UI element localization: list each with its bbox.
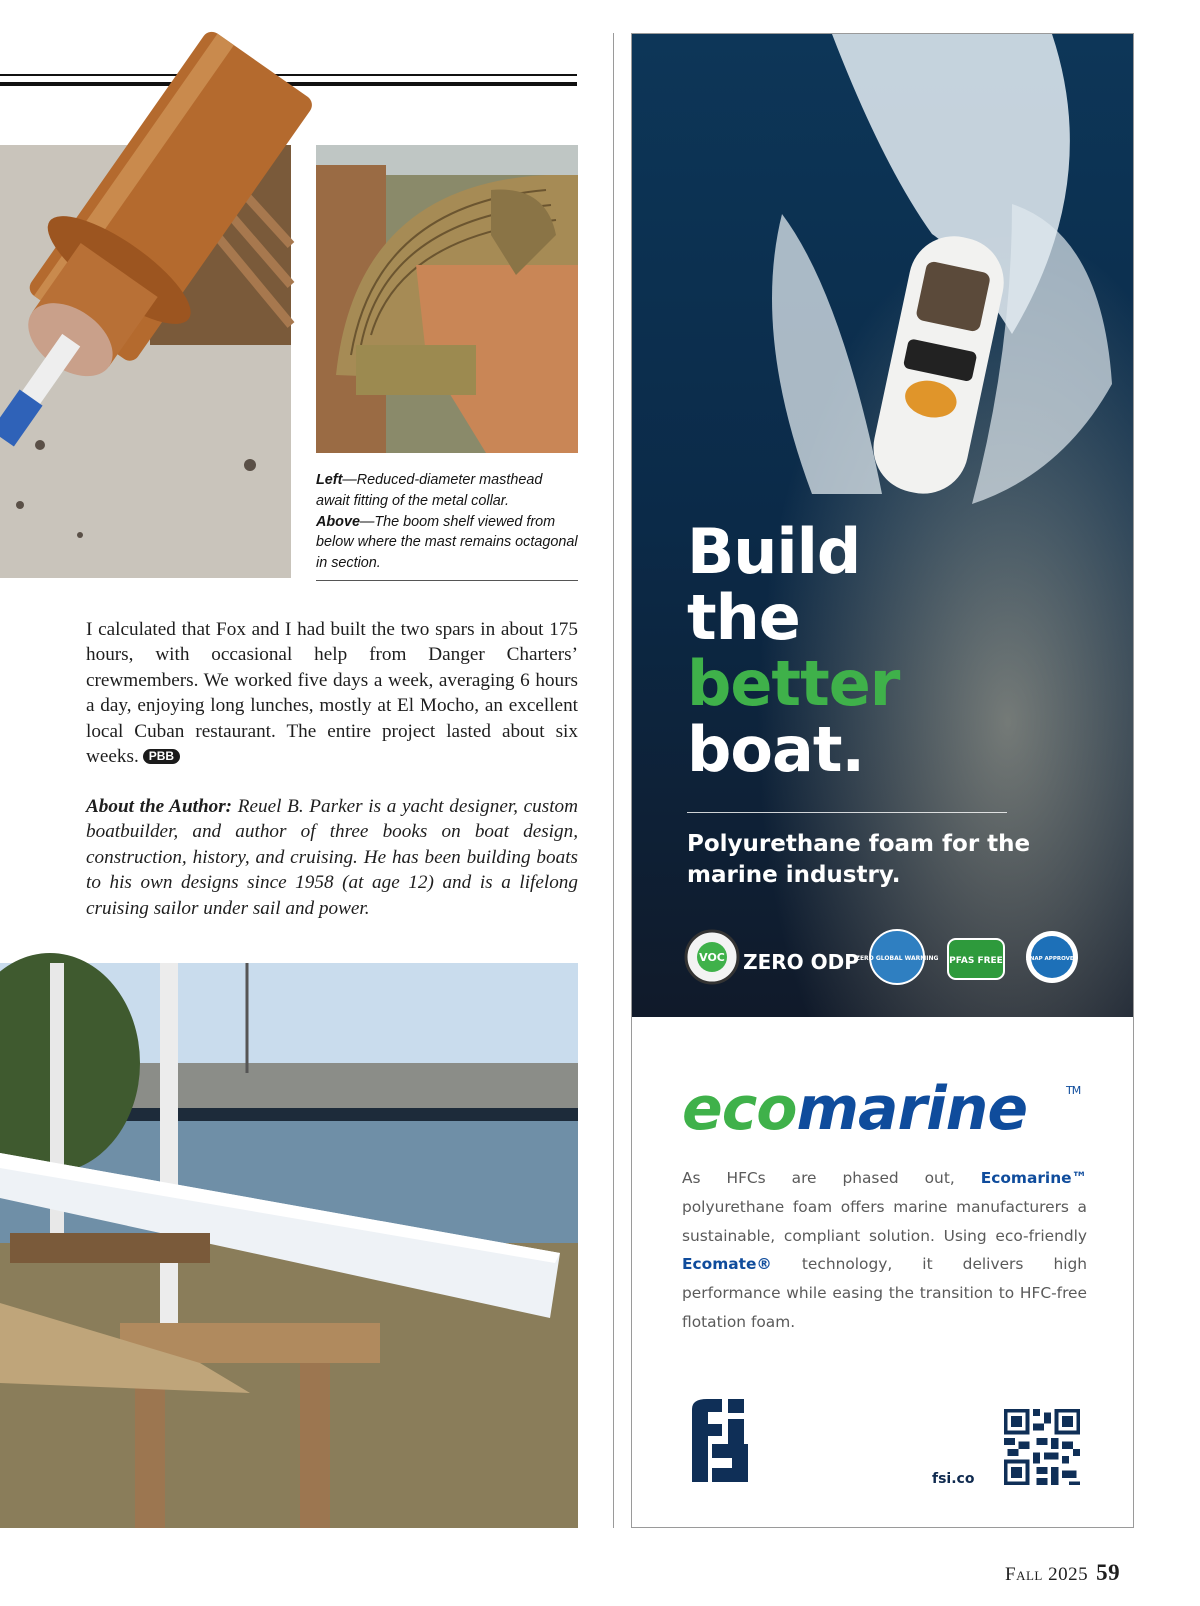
pfas-badge xyxy=(944,929,1008,985)
ecomarine-ad xyxy=(631,33,1134,1528)
ad-copy-1: As HFCs are phased out, xyxy=(682,1169,981,1187)
caption-rule xyxy=(316,580,578,581)
voc-badge xyxy=(684,929,744,985)
ad-brand-ecomarine: Ecomarine™ xyxy=(980,1169,1087,1187)
photo-caption xyxy=(316,470,578,574)
ad-subhead: Polyurethane foam for the marine industry. xyxy=(687,831,1031,888)
caption-left-text: —Reduced-diameter masthead await fitting of the metal collar. xyxy=(316,472,543,509)
mast-sawhorse-photo xyxy=(0,963,578,1528)
fsi-url[interactable]: fsi.co xyxy=(932,1471,975,1487)
page-number: 59 xyxy=(1096,1560,1121,1585)
badge-pfas-label: PFAS FREE xyxy=(949,956,1003,966)
badge-snap-label: SNAP APPROVED xyxy=(1025,956,1079,962)
odp-badge xyxy=(743,929,859,985)
caption-above-label: Above xyxy=(316,513,360,530)
headline-line-4: boat. xyxy=(687,713,865,786)
badge-odp-label: ZERO ODP xyxy=(743,950,859,974)
caption-left-label: Left xyxy=(316,472,343,488)
column-divider xyxy=(613,33,614,1528)
headline-line-2: the xyxy=(687,581,800,654)
snap-badge xyxy=(1022,929,1082,985)
body-paragraph xyxy=(86,617,578,769)
ad-copy-3: technology, it delivers high performance while easing the transition to HFC-free flotation foam. xyxy=(682,1255,1087,1331)
author-bio xyxy=(86,794,578,921)
ad-headline xyxy=(687,515,900,786)
badge-global-label: ZERO GLOBAL WARMING xyxy=(855,955,939,962)
top-rule xyxy=(0,74,577,76)
ad-rule xyxy=(687,812,1007,813)
folio-season: Fall 2025 xyxy=(1005,1564,1089,1585)
headline-line-3: better xyxy=(687,647,900,720)
ecomarine-logo xyxy=(682,1074,1081,1144)
page-folio xyxy=(1005,1560,1120,1586)
author-text: Reuel B. Parker is a yacht designer, custom boatbuilder, and author of three books on boat design, construction, history, and cruising. He has been building boats to his own designs since 1958 (at age 12) and is a lifelong cruising sailor under sail and power. xyxy=(86,796,579,919)
boom-shelf-photo xyxy=(316,145,578,453)
caption-above-text: —The boom shelf viewed from below where the mast remains octagonal in section. xyxy=(316,513,578,572)
ad-body-copy xyxy=(682,1164,1087,1337)
ad-copy-2: polyurethane foam offers marine manufacturers a sustainable, compliant solution. Using eco-friendly xyxy=(682,1197,1087,1245)
fsi-logo-icon xyxy=(682,1394,752,1484)
badge-voc-label: VOC xyxy=(699,951,725,964)
global-warming-badge xyxy=(855,929,939,985)
logo-marine: marine xyxy=(796,1074,1028,1144)
ad-brand-ecomate: Ecomate® xyxy=(682,1255,772,1274)
end-mark: PBB xyxy=(143,749,180,764)
body-paragraph-text: I calculated that Fox and I had built the two spars in about 175 hours, with occasional help from Danger Charters’ crewmembers. We worked five days a week, averaging 6 hours a day, enjoying long lunches, mostly at El Mocho, an excellent local Cuban restaurant. The entire project lasted about six weeks. xyxy=(86,619,578,768)
author-label: About the Author: xyxy=(86,796,233,817)
logo-trademark: TM xyxy=(1066,1084,1081,1097)
certification-badges xyxy=(684,929,1084,989)
qr-code-icon[interactable] xyxy=(1004,1409,1080,1485)
masthead-photo xyxy=(0,145,291,578)
headline-line-1: Build xyxy=(687,515,861,588)
logo-eco: eco xyxy=(682,1074,797,1144)
